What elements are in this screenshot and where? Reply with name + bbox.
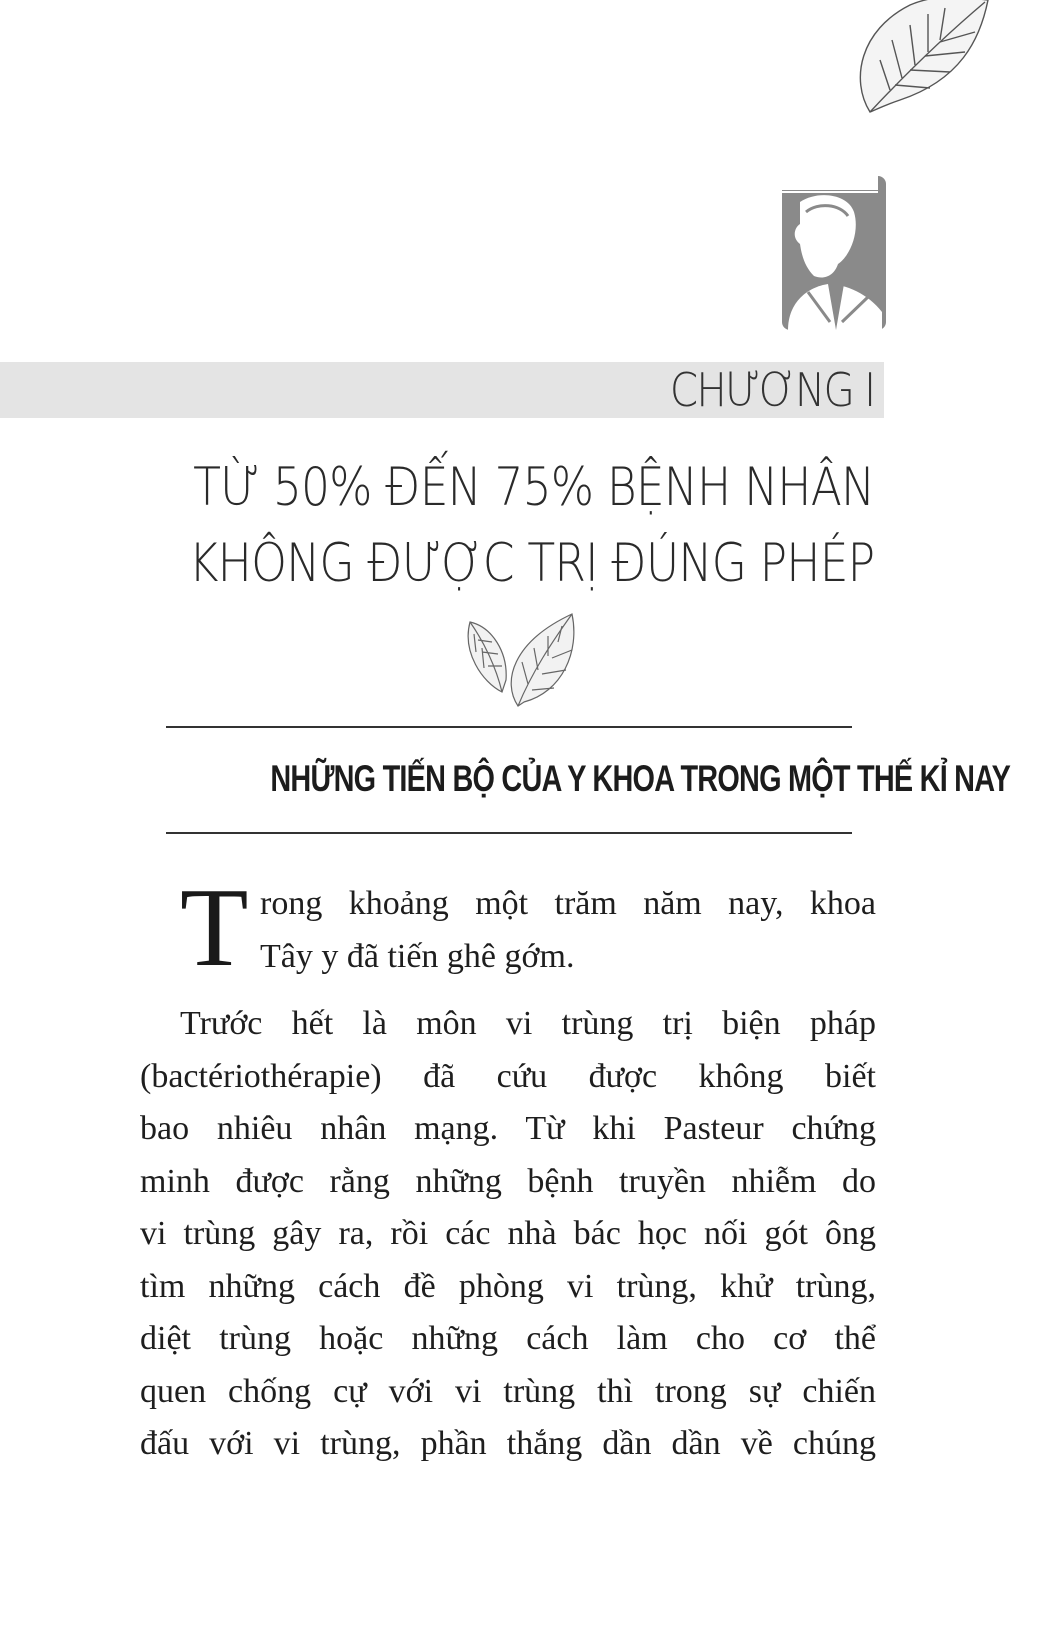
paragraph-2-line-8: quen chống cự với vi trùng thì trong sự chiến: [140, 1372, 876, 1410]
leaf-icon: [840, 0, 990, 115]
paragraph-2: [140, 998, 876, 1471]
paragraph-2-line-5: vi trùng gây ra, rồi các nhà bác học nối gót ông: [140, 1215, 876, 1252]
paragraph-2-line-9: đấu với vi trùng, phần thắng dần dần về chúng: [140, 1425, 876, 1462]
chapter-band: [0, 362, 884, 418]
paragraph-1: [140, 866, 876, 990]
paragraph-1-line-2: Tây y đã tiến ghê gớm.: [260, 937, 575, 975]
section-heading-text: NHỮNG TIẾN BỘ CỦA Y KHOA TRONG MỘT THẾ KỈ NAY: [270, 758, 1011, 799]
chapter-title-line-1: TỪ 50% ĐẾN 75% BỆNH NHÂN: [192, 457, 874, 518]
section-heading: [166, 754, 1011, 804]
chapter-label: CHƯƠNG I: [669, 363, 874, 417]
twin-leaves-icon: [462, 612, 586, 710]
paragraph-2-line-1: Trước hết là môn vi trùng trị biện pháp: [180, 1005, 876, 1042]
chapter-title-line-2: KHÔNG ĐƯỢC TRỊ ĐÚNG PHÉP: [188, 533, 874, 594]
rule-bottom: [166, 832, 852, 834]
chapter-title: [188, 450, 874, 602]
paragraph-2-line-6: tìm những cách đề phòng vi trùng, khử trùng,: [140, 1267, 876, 1305]
drop-cap: T: [180, 866, 249, 990]
paragraph-1-line-1: rong khoảng một trăm năm nay, khoa: [260, 885, 876, 922]
body-text: [140, 866, 876, 1486]
portrait-icon: [778, 172, 886, 330]
paragraph-2-line-2: (bactériothérapie) đã cứu được không biết: [140, 1057, 876, 1095]
paragraph-2-line-3: bao nhiêu nhân mạng. Từ khi Pasteur chứng: [140, 1110, 876, 1147]
rule-top: [166, 726, 852, 728]
paragraph-2-line-4: minh được rằng những bệnh truyền nhiễm do: [140, 1162, 876, 1200]
paragraph-2-line-7: diệt trùng hoặc những cách làm cho cơ thể: [140, 1320, 876, 1357]
